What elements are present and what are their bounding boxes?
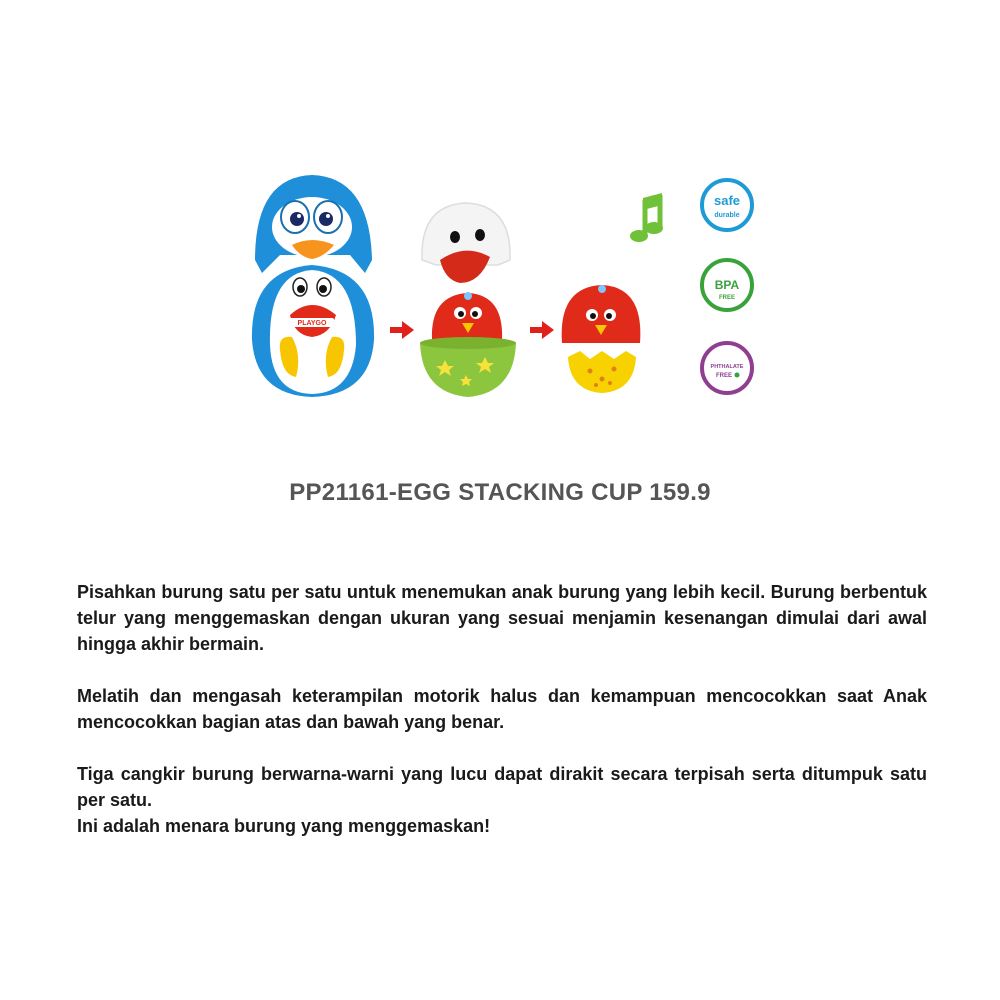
description-paragraph-2: Melatih dan mengasah keterampilan motorik halus dan kemampuan mencocokkan saat Anak mencocokkan bagian atas dan bawah yang benar. (77, 686, 927, 732)
arrow-right-icon (390, 321, 414, 339)
leaf-icon (735, 373, 740, 378)
small-bird-egg (562, 285, 641, 393)
description-paragraph-1: Pisahkan burung satu per satu untuk menemukan anak burung yang lebih kecil. Burung berbentuk telur yang menggemaskan dengan ukuran yang sesuai menjamin kesenangan dimulai dari awal hingga akhir bermain. (77, 582, 927, 654)
toy-brand-label: PLAYGO (297, 320, 327, 327)
description-paragraph-4: Ini adalah menara burung yang menggemaskan! (77, 816, 491, 836)
phthalate-free-badge (702, 343, 752, 393)
svg-text:durable: durable (714, 212, 740, 219)
svg-text:BPA: BPA (714, 278, 740, 292)
medium-bird-egg (420, 203, 516, 397)
svg-text:safe: safe (713, 193, 741, 208)
product-title: PP21161-EGG STACKING CUP 159.9 (289, 479, 711, 506)
svg-text:FREE: FREE (718, 295, 736, 301)
large-penguin-egg (252, 175, 374, 397)
svg-text:FREE: FREE (715, 373, 733, 379)
music-note-icon (630, 193, 663, 242)
safe-durable-badge (702, 180, 752, 230)
description-paragraph-3: Tiga cangkir burung berwarna-warni yang lucu dapat dirakit secara terpisah serta ditumpuk satu per satu. (77, 764, 927, 810)
product-description (77, 579, 927, 839)
bpa-free-badge (702, 260, 752, 310)
arrow-right-icon (530, 321, 554, 339)
product-illustration (240, 165, 770, 410)
svg-text:PHTHALATE: PHTHALATE (710, 364, 744, 370)
